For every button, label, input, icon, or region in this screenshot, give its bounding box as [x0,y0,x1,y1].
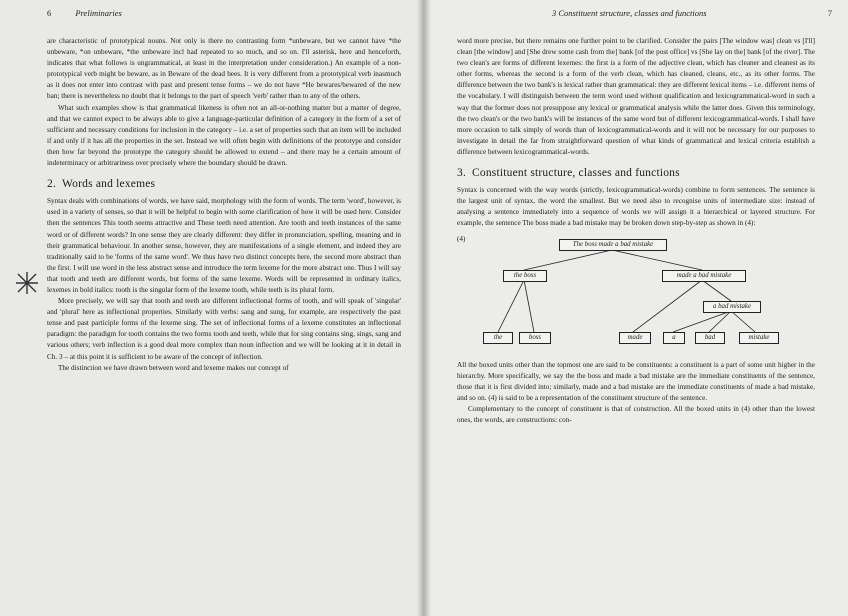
section-title: Words and lexemes [62,178,156,191]
left-paragraph-5: The distinction we have drawn between word and lexeme makes our concept of [58,363,289,372]
right-paragraph-1: word more precise, but there remains one further point to be clarified. Consider the pairs [The window was] clean vs [I'll] clean [the window] and [She drew some cash from the] bank [of the post office] vs [She lay on the] bank [of the river]. The two clean's are forms of different lexemes: the first is a form of the adjective clean, which has cleaner and cleanest as its other forms, whereas the second is a form of the verb clean, which has cleaned, cleans, etc., as its other forms. The difference between the two bank's is lexical rather than grammatical: they are different lexical items – i.e. different items of the vocabulary. I will distinguish between the term word used without qualification and lexicogrammatical-word in such a way that the former does not presuppose any lexical or grammatical analysis while the latter does. Given this terminology, the two clean's or the two bank's will be instances of the same word but of different lexicogrammatical-words. I shall have more occasion to talk simply of words than of lexicogrammatical-words and it will not be necessary for our purposes to investigate in detail the far from straightforward question of what kinds of grammatical and lexical criteria establish a difference between lexicogrammatical-words. [457,37,815,156]
book-gutter-shadow [417,0,431,616]
tree-node-subject: the boss [503,270,547,282]
left-paragraph-2: What such examples show is that grammatical likeness is often not an all-or-nothing matter but a matter of degree, and that we cannot expect to be always able to give a language-particular definition of a category in the form of a set of sufficient and necessary conditions for inclusion in the category – i.e. a set of properties such that an item will be included if and only if it has all the properties in the set. Instead we will often begin with definitions of the prototype and consider then how far beyond the prototype the category should be allowed to extend – and there may be a certain amount of indeterminacy or arbitrariness over precisely where the boundary should be drawn. [47,103,401,168]
section-number: 3. [457,167,467,180]
section-heading-constituent-structure [457,168,815,179]
right-running-title: 3 Constituent structure, classes and functions [552,8,707,18]
right-page [424,0,848,616]
left-body-text [47,36,401,374]
right-paragraph-3: All the boxed units other than the topmost one are said to be constituents: a constituent is a part of some unit higher in the hierarchy. More specifically, we say the the boss and made a bad mistake are the immediate constituents of the sentence, those that it is first divided into; similarly, made and a bad mistake are the immediate constituents of made a bad mistake, and so on. (4) is said to be a representation of the constituent structure of the sentence. [457,360,815,402]
right-paragraph-4: Complementary to the concept of constituent is that of construction. All the boxed units in (4) other than the lowest ones, the words, are constructions: con- [457,404,815,424]
tree-node-word-the: the [483,332,513,344]
tree-node-word-boss: boss [519,332,551,344]
tree-node-word-mistake: mistake [739,332,779,344]
section-title: Constituent structure, classes and functions [472,167,680,180]
tree-node-word-made: made [619,332,651,344]
constituent-tree-diagram [457,234,815,354]
section-number: 2. [47,178,57,191]
right-running-head [552,8,832,18]
tree-node-word-a: a [663,332,685,344]
right-page-number: 7 [827,8,832,18]
margin-scribble-mark [14,270,40,296]
tree-node-object: a bad mistake [703,301,761,313]
example-label: (4) [457,234,466,243]
right-body-text [457,36,815,426]
left-paragraph-3: Syntax deals with combinations of words, we have said, morphology with the form of words. The term 'word', however, is used in a variety of senses, so that it will be helpful to begin with some clarification of how it will be used here. Consider then the sentences This tooth seems attractive and These teeth need attention. Are tooth and teeth instances of the same word or of different words? In one sense they are clearly different: they differ in pronunciation, spelling, meaning and in their grammatical behaviour. In another sense, however, they are manifestations of a single element, and indeed they are traditionally said to be 'forms of the same word'. We thus have two distinct concepts here, the second more abstract than the first. I will use word in the less abstract sense and introduce the term lexeme for the more abstract one. Thus I will say that tooth and teeth are different words, but forms of the same lexeme. Words will be represented in ordinary italics, lexemes in bold italics: tooth is the singular form of the lexeme tooth, while teeth is its plural form. [47,197,401,294]
tree-node-predicate: made a bad mistake [662,270,746,282]
left-paragraph-4: More precisely, we will say that tooth and teeth are different inflectional forms of tooth, and will speak of 'singular' and 'plural' here as inflectional properties. Similarly with verbs: sang and sung, for example, are respectively the past tense and past participle forms of the lexeme sing. The set of inflectional forms of a lexeme constitutes an inflectional paradigm: the paradigm for tooth contains the two forms tooth and teeth, while that for sing contains sing, sings, sang and various others; verb inflection is a good deal more complex than noun inflection and we will be looking at it in detail in Ch. 3 – at this point it is sufficient to be aware of the concept of inflection. [47,297,401,361]
left-running-title: Preliminaries [75,8,122,18]
left-paragraph-1: are characteristic of prototypical nouns. Not only is there no contrasting form *unbeware, but we cannot have *the unbeware, *on unbeware, *the unbeware incl had repeated to so much, and so on. I'll asterisk, here and henceforth, indicates that what follows is ungrammatical, at least in the interpretation under consideration.) An example of a non-prototypical verb might be beware, as in Beware of the dead bees. It is very different from a prototypical verb inasmuch as it does not enter into contrast with past and present tense forms – we do not have *He bewares/bewared of the new ban; there is nevertheless no doubt that it belongs to the part of speech 'verb' rather than to any of the others. [47,37,401,101]
tree-node-sentence: The boss made a bad mistake [559,239,667,251]
section-heading-words-lexemes [47,179,401,190]
left-running-head [47,8,122,18]
right-paragraph-2: Syntax is concerned with the way words (strictly, lexicogrammatical-words) combine to form sentences. The sentence is the largest unit of syntax, the word the smallest. But we need also to recognise units of intermediate size: instead of analysing a sentence immediately into a sequence of words we will assign it a hierarchical or layered structure. For example, the sentence The boss made a bad mistake may be broken down step-by-step as shown in (4): [457,186,815,228]
tree-node-word-bad: bad [695,332,725,344]
left-page-number: 6 [47,8,52,18]
